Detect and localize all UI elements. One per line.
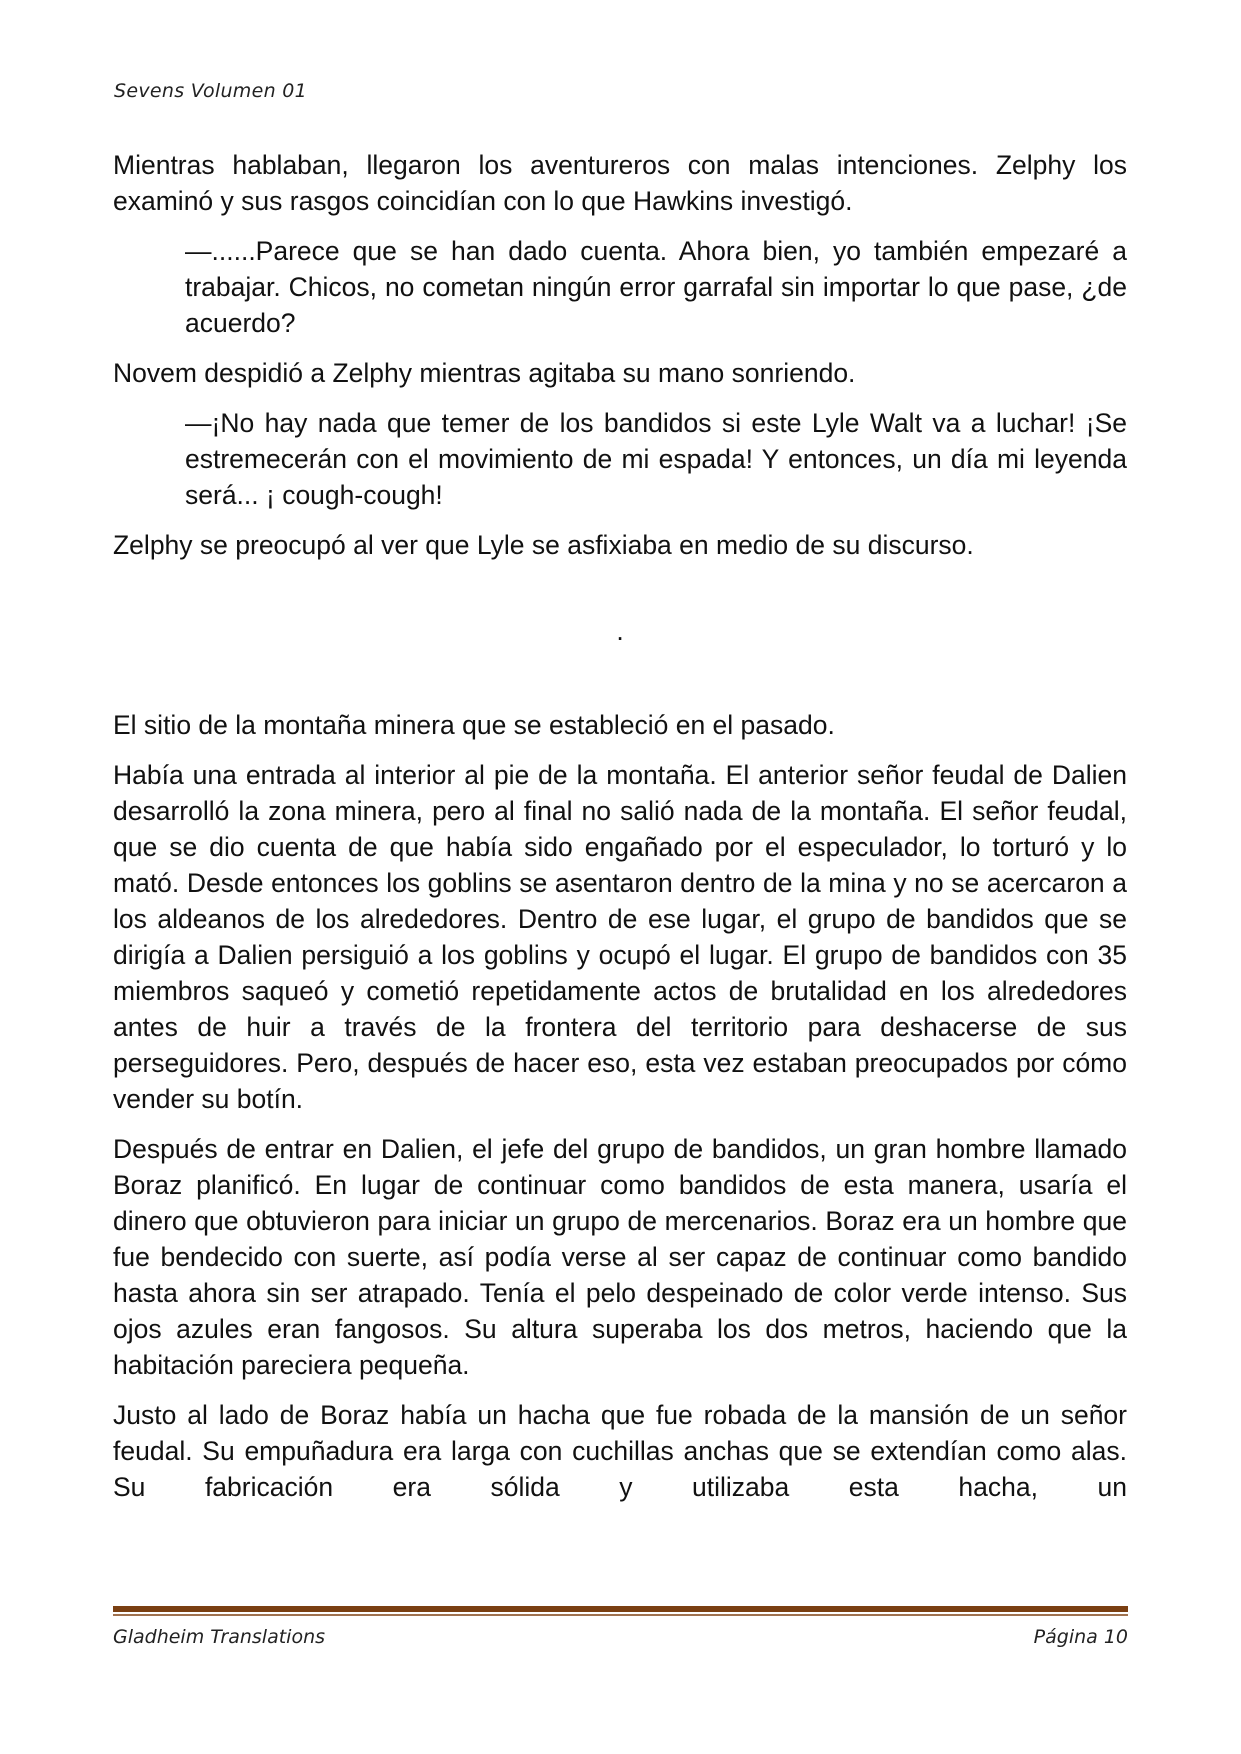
footer-publisher: Gladheim Translations xyxy=(113,1626,326,1648)
footer-divider-thin xyxy=(113,1614,1128,1616)
paragraph: Novem despidió a Zelphy mientras agitaba su mano sonriendo. xyxy=(113,358,856,388)
scene-break: . xyxy=(616,616,624,646)
paragraph: Mientras hablaban, llegaron los aventureros con malas intenciones. Zelphy los examinó y sus rasgos coincidían con lo que Hawkins investigó. xyxy=(113,150,1127,216)
page-body xyxy=(113,147,1127,1519)
page-number: Página 10 xyxy=(1033,1626,1128,1648)
paragraph: Había una entrada al interior al pie de la montaña. El anterior señor feudal de Dalien desarrolló la zona minera, pero al final no salió nada de la montaña. El señor feudal, que se dio cuenta de que había sido engañado por el especulador, lo torturó y lo mató. Desde entonces los goblins se asentaron dentro de la mina y no se acercaron a los aldeanos de los alrededores. Dentro de ese lugar, el grupo de bandidos que se dirigía a Dalien persiguió a los goblins y ocupó el lugar. El grupo de bandidos con 35 miembros saqueó y cometió repetidamente actos de brutalidad en los alrededores antes de huir a través de la frontera del territorio para deshacerse de sus perseguidores. Pero, después de hacer eso, esta vez estaban preocupados por cómo vender su botín. xyxy=(113,760,1127,1114)
paragraph: Zelphy se preocupó al ver que Lyle se asfixiaba en medio de su discurso. xyxy=(113,530,974,560)
paragraph-continued: Justo al lado de Boraz había un hacha que fue robada de la mansión de un señor feudal. Su empuñadura era larga con cuchillas anchas que se extendían como alas. Su fabricación era sólida y utilizaba esta hacha, un xyxy=(113,1400,1127,1502)
footer-divider-thick xyxy=(113,1606,1128,1612)
running-header: Sevens Volumen 01 xyxy=(114,80,308,102)
paragraph: El sitio de la montaña minera que se estableció en el pasado. xyxy=(113,710,835,740)
dialog-paragraph: —¡No hay nada que temer de los bandidos si este Lyle Walt va a luchar! ¡Se estremecerán con el movimiento de mi espada! Y entonces, un día mi leyenda será... ¡ cough-cough! xyxy=(185,408,1127,510)
footer-divider xyxy=(113,1606,1128,1616)
dialog-paragraph: —......Parece que se han dado cuenta. Ahora bien, yo también empezaré a trabajar. Chicos, no cometan ningún error garrafal sin importar lo que pase, ¿de acuerdo? xyxy=(185,236,1127,338)
running-footer xyxy=(113,1626,1128,1648)
paragraph: Después de entrar en Dalien, el jefe del grupo de bandidos, un gran hombre llamado Boraz planificó. En lugar de continuar como bandidos de esta manera, usaría el dinero que obtuvieron para iniciar un grupo de mercenarios. Boraz era un hombre que fue bendecido con suerte, así podía verse al ser capaz de continuar como bandido hasta ahora sin ser atrapado. Tenía el pelo despeinado de color verde intenso. Sus ojos azules eran fangosos. Su altura superaba los dos metros, haciendo que la habitación pareciera pequeña. xyxy=(113,1134,1127,1380)
